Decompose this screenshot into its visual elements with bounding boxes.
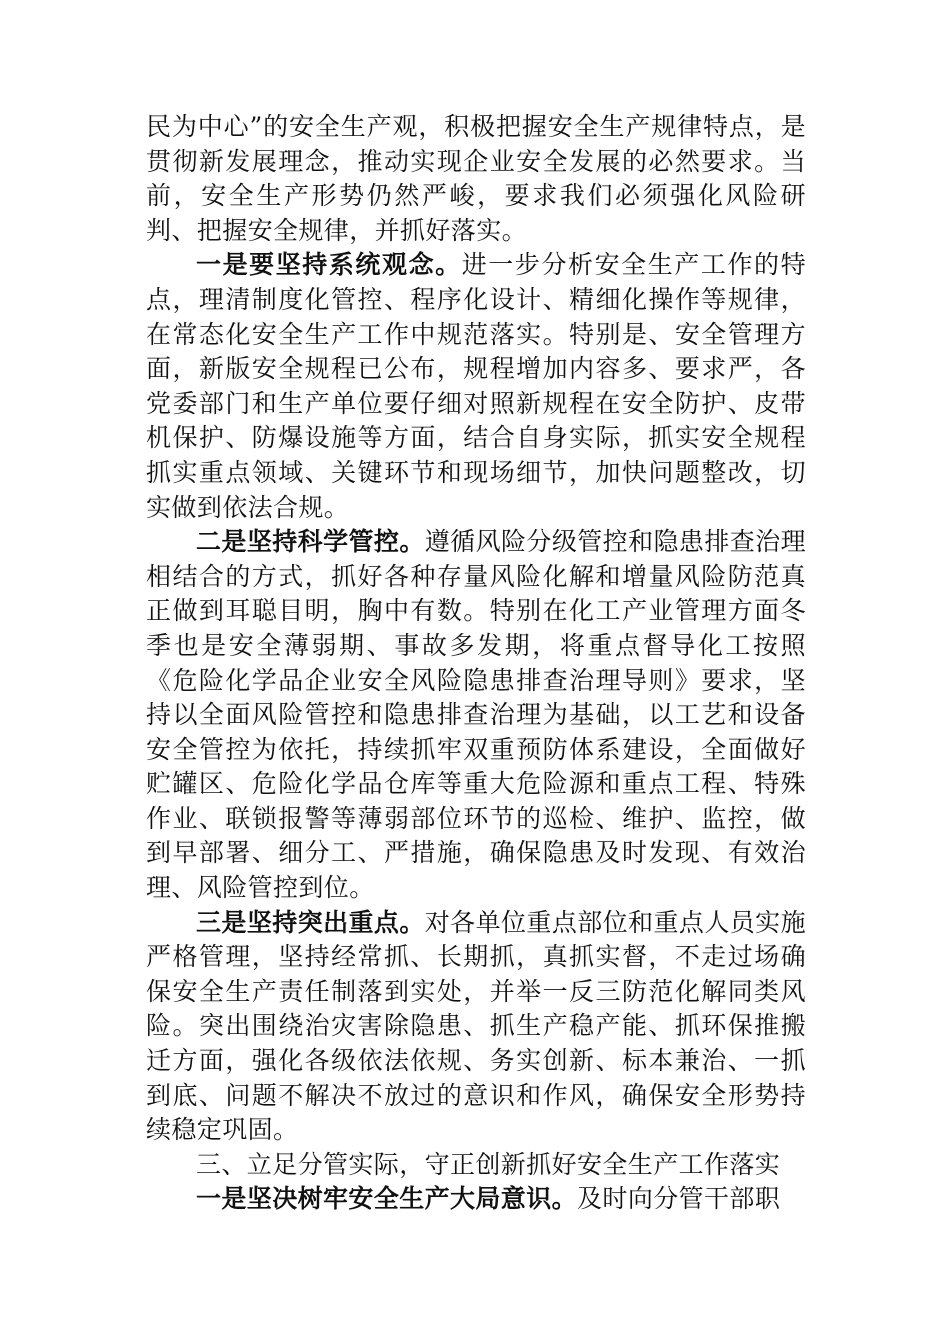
paragraph-overall-awareness xyxy=(146,1182,806,1217)
paragraph-text: 遵循风险分级管控和隐患排查治理相结合的方式，抓好各种存量风险化解和增量风险防范真正做到耳聪目明，胸中有数。特别在化工产业管理方面冬季也是安全薄弱期、事故多发期，将重点督导化工按照《危险化学品企业安全风险隐患排查治理导则》要求，坚持以全面风险管控和隐患排查治理为基础，以工艺和设备安全管控为依托，持续抓牢双重预防体系建设，全面做好贮罐区、危险化学品仓库等重大危险源和重点工程、特殊作业、联锁报警等薄弱部位环节的巡检、维护、监控，做到早部署、细分工、严措施，确保隐患及时发现、有效治理、风险管控到位。 xyxy=(146,527,806,903)
paragraph-lead: 三是坚持突出重点。 xyxy=(196,907,425,937)
paragraph-text: 民为中心”的安全生产观，积极把握安全生产规律特点，是贯彻新发展理念，推动实现企业安全发展的必然要求。当前，安全生产形势仍然严峻，要求我们必须强化风险研判、把握安全规律，并抓好落实。 xyxy=(146,112,806,245)
paragraph-system-concept xyxy=(146,248,806,525)
paragraph-key-points xyxy=(146,906,806,1148)
document-body xyxy=(146,110,806,1217)
paragraph-intro xyxy=(146,110,806,248)
paragraph-lead: 一是坚决树牢安全生产大局意识。 xyxy=(196,1184,578,1214)
paragraph-scientific-control xyxy=(146,525,806,906)
paragraph-text: 对各单位重点部位和重点人员实施严格管理，坚持经常抓、长期抓，真抓实督，不走过场确保安全生产责任制落到实处，并举一反三防范化解同类风险。突出围绕治灾害除隐患、抓生产稳产能、抓环保推搬迁方面，强化各级依法依规、务实创新、标本兼治、一抓到底、问题不解决不放过的意识和作风，确保安全形势持续稳定巩固。 xyxy=(146,907,806,1145)
paragraph-lead: 二是坚持科学管控。 xyxy=(196,527,425,557)
paragraph-text: 及时向分管干部职 xyxy=(577,1184,781,1214)
paragraph-text: 进一步分析安全生产工作的特点，理清制度化管控、程序化设计、精细化操作等规律，在常态化安全生产工作中规范落实。特别是、安全管理方面，新版安全规程已公布，规程增加内容多、要求严，各党委部门和生产单位要仔细对照新规程在安全防护、皮带机保护、防爆设施等方面，结合自身实际，抓实安全规程抓实重点领域、关键环节和现场细节，加快问题整改，切实做到依法合规。 xyxy=(146,250,806,522)
paragraph-lead: 一是要坚持系统观念。 xyxy=(196,250,462,280)
section-heading: 三、立足分管实际，守正创新抓好安全生产工作落实 xyxy=(196,1149,781,1179)
